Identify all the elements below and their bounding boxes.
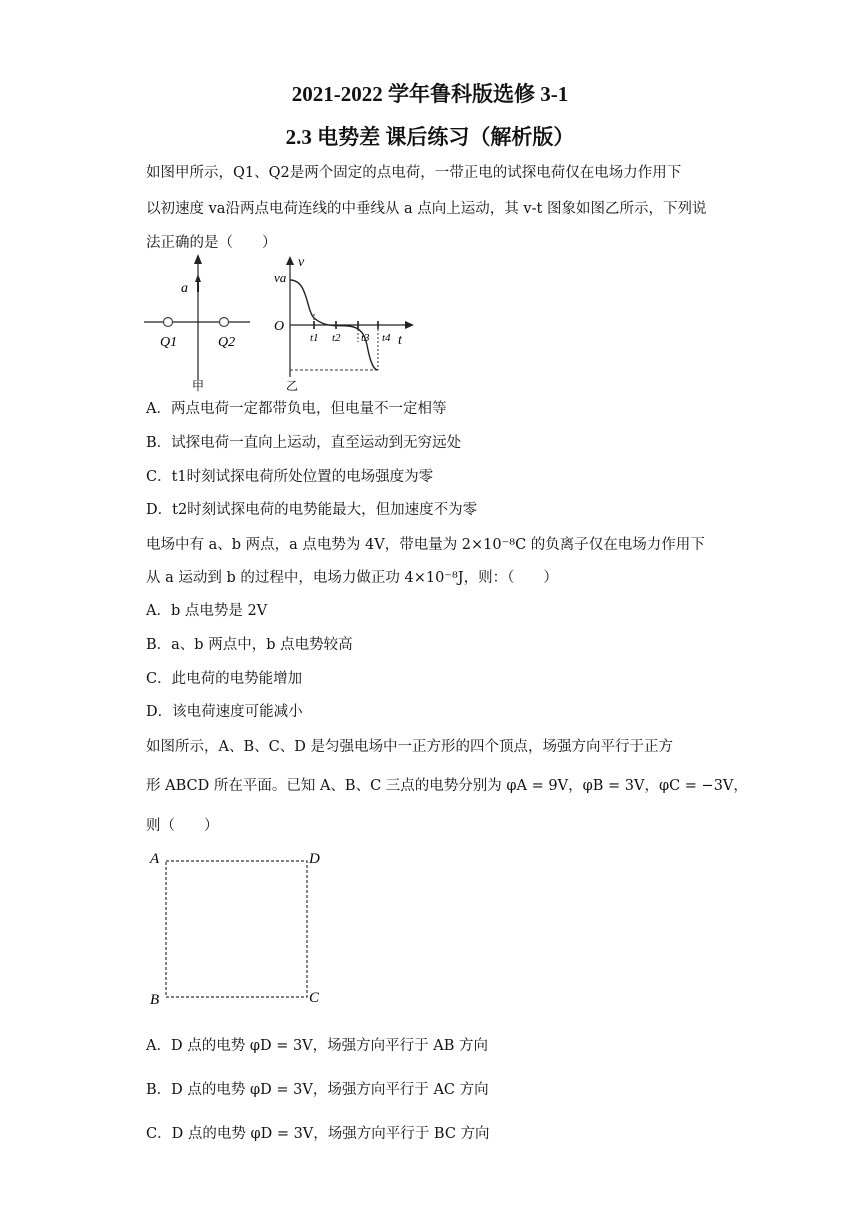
q1-option-a: A．两点电荷一定都带负电，但电量不一定相等 [146,401,447,417]
q1-figure-jia [140,252,260,394]
q1-jia-label-a: a [181,281,188,296]
q1-yi-label-t: t [398,333,402,348]
q1-option-b: B．试探电荷一直向上运动，直至运动到无穷远处 [146,435,462,451]
q1-yi-label-va: va [274,270,287,285]
document-subtitle: 2.3 电势差 课后练习（解析版） [285,125,575,149]
q1-yi-caption: 乙 [286,379,299,393]
q3-vertex-b: B [150,992,160,1008]
q1-yi-label-v: v [298,255,305,270]
q3-stem-line1: 如图所示，A、B、C、D 是匀强电场中一正方形的四个顶点，场强方向平行于正方 [146,739,673,755]
q3-vertex-d: D [309,851,320,867]
q1-yi-label-t1: t1 [310,332,319,344]
q1-yi-label-t4: t4 [382,332,391,344]
q1-jia-caption: 甲 [192,379,205,393]
q1-yi-label-t2: t2 [332,332,341,344]
q3-option-b: B．D 点的电势 φD = 3V，场强方向平行于 AC 方向 [146,1082,489,1098]
q3-stem-line3: 则（ ） [146,818,219,834]
q3-option-c: C．D 点的电势 φD = 3V，场强方向平行于 BC 方向 [146,1126,490,1142]
q2-option-a: A．b 点电势是 2V [146,603,268,619]
q1-stem-line2: 以初速度 va沿两点电荷连线的中垂线从 a 点向上运动，其 v-t 图象如图乙所示，下列说 [146,201,707,217]
q2-option-b: B．a、b 两点中，b 点电势较高 [146,637,353,653]
q3-square-figure [146,844,336,1010]
q2-option-c: C．此电荷的电势能增加 [146,671,303,687]
q1-jia-label-q2: Q2 [218,335,236,350]
document-title: 2021-2022 学年鲁科版选修 3-1 [291,82,569,106]
q1-option-d: D．t2时刻试探电荷的电势能最大，但加速度不为零 [146,502,478,518]
q3-stem-line2: 形 ABCD 所在平面。已知 A、B、C 三点的电势分别为 φA = 9V，φB = 3V，φC = −3V， [146,778,748,794]
q1-jia-label-q1: Q1 [160,335,178,350]
q1-figure-yi [268,252,418,394]
q3-vertex-c: C [309,990,320,1006]
q2-stem-line2: 从 a 运动到 b 的过程中，电场力做正功 4×10⁻⁸J，则：（ ） [146,570,558,586]
q2-stem-line1: 电场中有 a、b 两点，a 点电势为 4V，带电量为 2×10⁻⁸C 的负离子仅在电场力作用下 [146,537,705,553]
q1-yi-label-o: O [274,319,285,334]
q1-stem-line3: 法正确的是（ ） [146,235,277,251]
q1-option-c: C．t1时刻试探电荷所处位置的电场强度为零 [146,469,434,485]
q1-yi-label-t3: t3 [361,332,370,344]
q1-stem-line1: 如图甲所示，Q1、Q2是两个固定的点电荷，一带正电的试探电荷仅在电场力作用下 [146,165,682,181]
q2-option-d: D．该电荷速度可能减小 [146,704,303,720]
q3-vertex-a: A [150,851,160,867]
q3-option-a: A．D 点的电势 φD = 3V，场强方向平行于 AB 方向 [146,1038,489,1054]
